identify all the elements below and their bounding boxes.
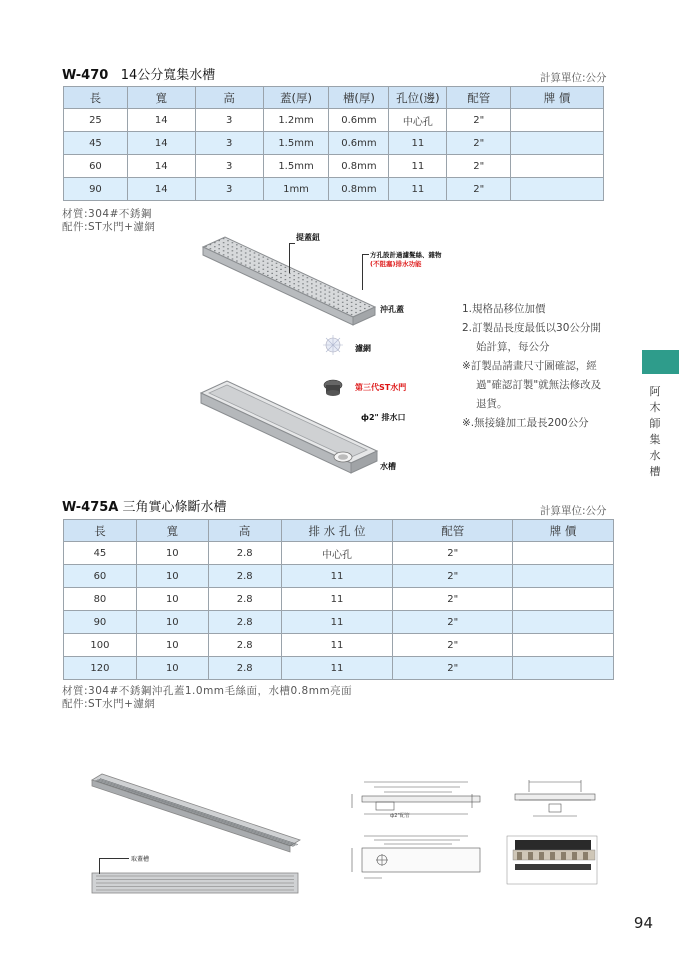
note-3-cont: 過"確認訂製"就無法修改及: [476, 379, 602, 391]
section2-header-cell: 排 水 孔 位: [281, 520, 393, 542]
table-cell: 2.8: [208, 542, 281, 565]
table-cell: 0.6mm: [329, 109, 389, 132]
section2-header-cell: 寬: [136, 520, 208, 542]
table-cell: 2": [447, 155, 511, 178]
table-cell: 11: [389, 132, 447, 155]
table-cell: 2.8: [208, 634, 281, 657]
table-row: [64, 657, 614, 680]
table-cell: 2.8: [208, 588, 281, 611]
table-cell: [513, 611, 614, 634]
table-cell: 45: [64, 132, 128, 155]
table-cell: 0.6mm: [329, 132, 389, 155]
bar-grate-drawing: [92, 774, 300, 852]
section1-name: 14公分寬集水槽: [120, 68, 216, 83]
section2-spec-table: [63, 519, 614, 680]
section1-title: [62, 64, 215, 83]
table-cell: 2": [447, 132, 511, 155]
table-cell: 100: [64, 634, 137, 657]
section1-header-cell: 牌 價: [511, 87, 604, 109]
section1-material: 材質:304#不銹鋼: [62, 208, 152, 220]
section1-header-cell: 長: [64, 87, 128, 109]
callout-lift-button-line: [289, 243, 290, 273]
table-cell: 11: [389, 178, 447, 201]
section2-name: 三角實心條斷水槽: [122, 500, 227, 515]
section2-code: W-475A: [62, 500, 119, 515]
table-cell: 中心孔: [389, 109, 447, 132]
side-char: 水: [649, 449, 661, 462]
note-2: 2.訂製品長度最低以30公分開: [462, 322, 601, 334]
callout-lift-button-line-h: [289, 243, 295, 244]
table-cell: 2": [393, 657, 513, 680]
section1-spec-table: [63, 86, 604, 201]
callout-st-gate: 第三代ST水門: [355, 383, 407, 392]
section2-header-cell: 高: [208, 520, 281, 542]
table-cell: 2": [447, 178, 511, 201]
side-tab-marker: [642, 350, 679, 374]
table-cell: 3: [195, 155, 263, 178]
callout-square-hole-line-h: [362, 254, 369, 255]
section1-accessories: 配件:ST水門+濾網: [62, 221, 156, 233]
table-cell: 11: [281, 657, 393, 680]
table-cell: 1.5mm: [263, 155, 329, 178]
section1-unit: 計算單位:公分: [540, 72, 607, 84]
filter-drawing: [323, 335, 343, 355]
section2-header-cell: 配管: [393, 520, 513, 542]
table-cell: 2": [393, 588, 513, 611]
table-cell: 10: [136, 565, 208, 588]
table-cell: 11: [281, 634, 393, 657]
table-cell: 0.8mm: [329, 155, 389, 178]
table-cell: 14: [127, 178, 195, 201]
note-2-cont: 始計算，每公分: [476, 341, 550, 353]
callout-tank: 水槽: [380, 462, 396, 471]
diagram-pipe-label: ф2"配管: [390, 813, 410, 819]
table-cell: [511, 132, 604, 155]
side-char: 木: [649, 401, 661, 414]
table-row: [64, 611, 614, 634]
side-char: 師: [649, 417, 661, 430]
table-row: [64, 155, 604, 178]
section2-unit: 計算單位:公分: [540, 505, 607, 517]
section2-material: 材質:304#不銹鋼沖孔蓋1.0mm毛絲面，水槽0.8mm亮面: [62, 685, 353, 697]
table-cell: 25: [64, 109, 128, 132]
tank-drawing: [201, 381, 377, 473]
technical-drawing-side-top: [348, 778, 488, 888]
table-cell: 14: [127, 109, 195, 132]
section1-code: W-470: [62, 68, 109, 83]
table-cell: 中心孔: [281, 542, 393, 565]
table-cell: 11: [281, 565, 393, 588]
table-cell: 11: [389, 155, 447, 178]
table-cell: [513, 565, 614, 588]
table-cell: 10: [136, 542, 208, 565]
table-row: [64, 178, 604, 201]
table-cell: 3: [195, 132, 263, 155]
table-cell: 3: [195, 109, 263, 132]
table-cell: [511, 155, 604, 178]
table-cell: 10: [136, 634, 208, 657]
table-cell: 11: [281, 611, 393, 634]
callout-grab-slot-line-v: [99, 858, 100, 874]
bar-grate-top-view: [92, 873, 298, 893]
table-cell: 11: [281, 588, 393, 611]
table-cell: [513, 657, 614, 680]
note-4: ※.無接縫加工最長200公分: [462, 417, 589, 429]
notes-block: [462, 300, 601, 433]
callout-square-hole-1: 方孔設計過濾髮絲、雜物: [370, 251, 442, 259]
table-cell: 2.8: [208, 611, 281, 634]
table-cell: 10: [136, 611, 208, 634]
note-3-cont2: 退貨。: [476, 398, 508, 410]
table-cell: 10: [136, 657, 208, 680]
table-cell: 2.8: [208, 565, 281, 588]
callout-square-hole-2: (不阻塞)排水功能: [370, 260, 422, 268]
table-cell: 0.8mm: [329, 178, 389, 201]
table-cell: [511, 178, 604, 201]
section2-header-cell: 長: [64, 520, 137, 542]
table-cell: 2": [393, 565, 513, 588]
side-char: 阿: [649, 385, 661, 398]
technical-drawing-section-photo: [505, 778, 600, 888]
table-cell: 2": [393, 634, 513, 657]
table-cell: 120: [64, 657, 137, 680]
table-cell: [513, 634, 614, 657]
table-row: [64, 588, 614, 611]
callout-grab-slot-line: [99, 858, 129, 859]
table-cell: 2.8: [208, 657, 281, 680]
table-cell: 90: [64, 611, 137, 634]
page-number: 94: [633, 914, 653, 932]
table-cell: [511, 109, 604, 132]
table-cell: 10: [136, 588, 208, 611]
table-row: [64, 565, 614, 588]
section1-header-cell: 高: [195, 87, 263, 109]
table-cell: 45: [64, 542, 137, 565]
table-cell: [513, 542, 614, 565]
table-row: [64, 109, 604, 132]
section1-header-cell: 槽(厚): [329, 87, 389, 109]
table-cell: 14: [127, 132, 195, 155]
table-row: [64, 634, 614, 657]
table-cell: 1mm: [263, 178, 329, 201]
table-cell: 1.2mm: [263, 109, 329, 132]
note-3: ※訂製品請畫尺寸圖確認，經: [462, 360, 597, 372]
section2-accessories: 配件:ST水門+濾網: [62, 698, 156, 710]
st-gate-drawing: [324, 380, 342, 396]
table-cell: 3: [195, 178, 263, 201]
table-cell: 2": [447, 109, 511, 132]
product-illustration-w475a: [88, 770, 303, 895]
table-cell: 90: [64, 178, 128, 201]
table-row: [64, 542, 614, 565]
callout-square-hole-line: [362, 254, 363, 290]
section-photo: [507, 836, 597, 884]
table-row: [64, 132, 604, 155]
side-tab-label: [648, 384, 662, 480]
table-cell: 2": [393, 611, 513, 634]
table-cell: 1.5mm: [263, 132, 329, 155]
table-cell: [513, 588, 614, 611]
section1-header-cell: 寬: [127, 87, 195, 109]
side-char: 槽: [649, 465, 661, 478]
table-cell: 60: [64, 155, 128, 178]
callout-grab-slot: 取蓋槽: [131, 856, 150, 863]
callout-lift-button: 提蓋鈕: [296, 233, 320, 242]
section2-title: [62, 496, 227, 515]
note-1: 1.規格品移位加價: [462, 303, 546, 315]
section1-header-cell: 孔位(邊): [389, 87, 447, 109]
callout-drain-outlet: ф2" 排水口: [361, 413, 406, 422]
table-cell: 80: [64, 588, 137, 611]
table-cell: 60: [64, 565, 137, 588]
table-cell: 2": [393, 542, 513, 565]
section2-header-cell: 牌 價: [513, 520, 614, 542]
section1-header-cell: 配管: [447, 87, 511, 109]
table-cell: 14: [127, 155, 195, 178]
callout-perforated-cover: 沖孔蓋: [380, 305, 404, 314]
side-char: 集: [649, 433, 661, 446]
section1-header-cell: 蓋(厚): [263, 87, 329, 109]
callout-filter: 濾網: [355, 344, 371, 353]
